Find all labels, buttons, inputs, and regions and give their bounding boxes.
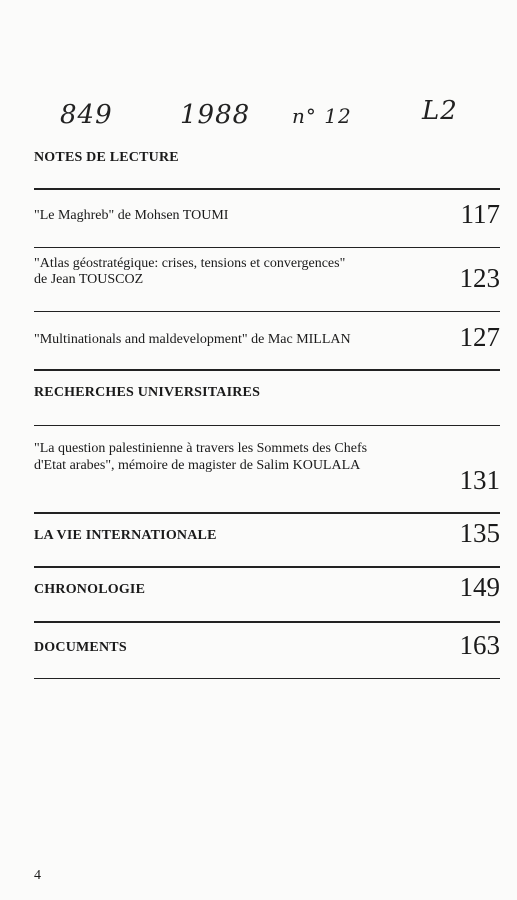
section-heading-documents: DOCUMENTS <box>34 640 127 655</box>
toc-entry-page: 117 <box>460 199 500 229</box>
section-heading-notes-de-lecture: NOTES DE LECTURE <box>34 150 179 165</box>
divider <box>34 247 500 248</box>
toc-entry-title-cont: de Jean TOUSCOZ <box>34 272 144 287</box>
handwritten-note: n° 12 <box>292 104 352 128</box>
toc-entry-page: 163 <box>459 630 500 660</box>
toc-entry-page: 127 <box>459 322 500 352</box>
divider <box>34 311 500 312</box>
divider <box>34 369 500 371</box>
section-heading-recherches: RECHERCHES UNIVERSITAIRES <box>34 385 261 400</box>
toc-entry-page: 131 <box>459 465 500 495</box>
toc-entry-page: 135 <box>459 518 500 548</box>
toc-entry-title: "Multinationals and maldevelopment" de Mac MILLAN <box>34 332 351 347</box>
divider <box>34 425 500 426</box>
divider <box>34 621 500 623</box>
handwritten-note: 849 <box>60 100 113 130</box>
divider <box>34 678 500 679</box>
toc-entry-page: 149 <box>459 572 500 602</box>
toc-entry-title: "La question palestinienne à travers les Sommets des Chefs <box>34 441 368 456</box>
toc-entry-page: 123 <box>459 263 500 293</box>
divider <box>34 566 500 568</box>
divider <box>34 188 500 190</box>
toc-entry-title: "Atlas géostratégique: crises, tensions et convergences" <box>34 256 346 271</box>
toc-entry-title: "Le Maghreb" de Mohsen TOUMI <box>34 208 229 223</box>
divider <box>34 512 500 514</box>
section-heading-vie-internationale: LA VIE INTERNATIONALE <box>34 528 217 543</box>
section-heading-chronologie: CHRONOLOGIE <box>34 582 146 597</box>
handwritten-note: L2 <box>422 96 458 126</box>
page-number: 4 <box>34 868 41 883</box>
toc-entry-title-cont: d'Etat arabes", mémoire de magister de Salim KOULALA <box>34 458 361 473</box>
handwritten-note: 1988 <box>180 100 251 130</box>
